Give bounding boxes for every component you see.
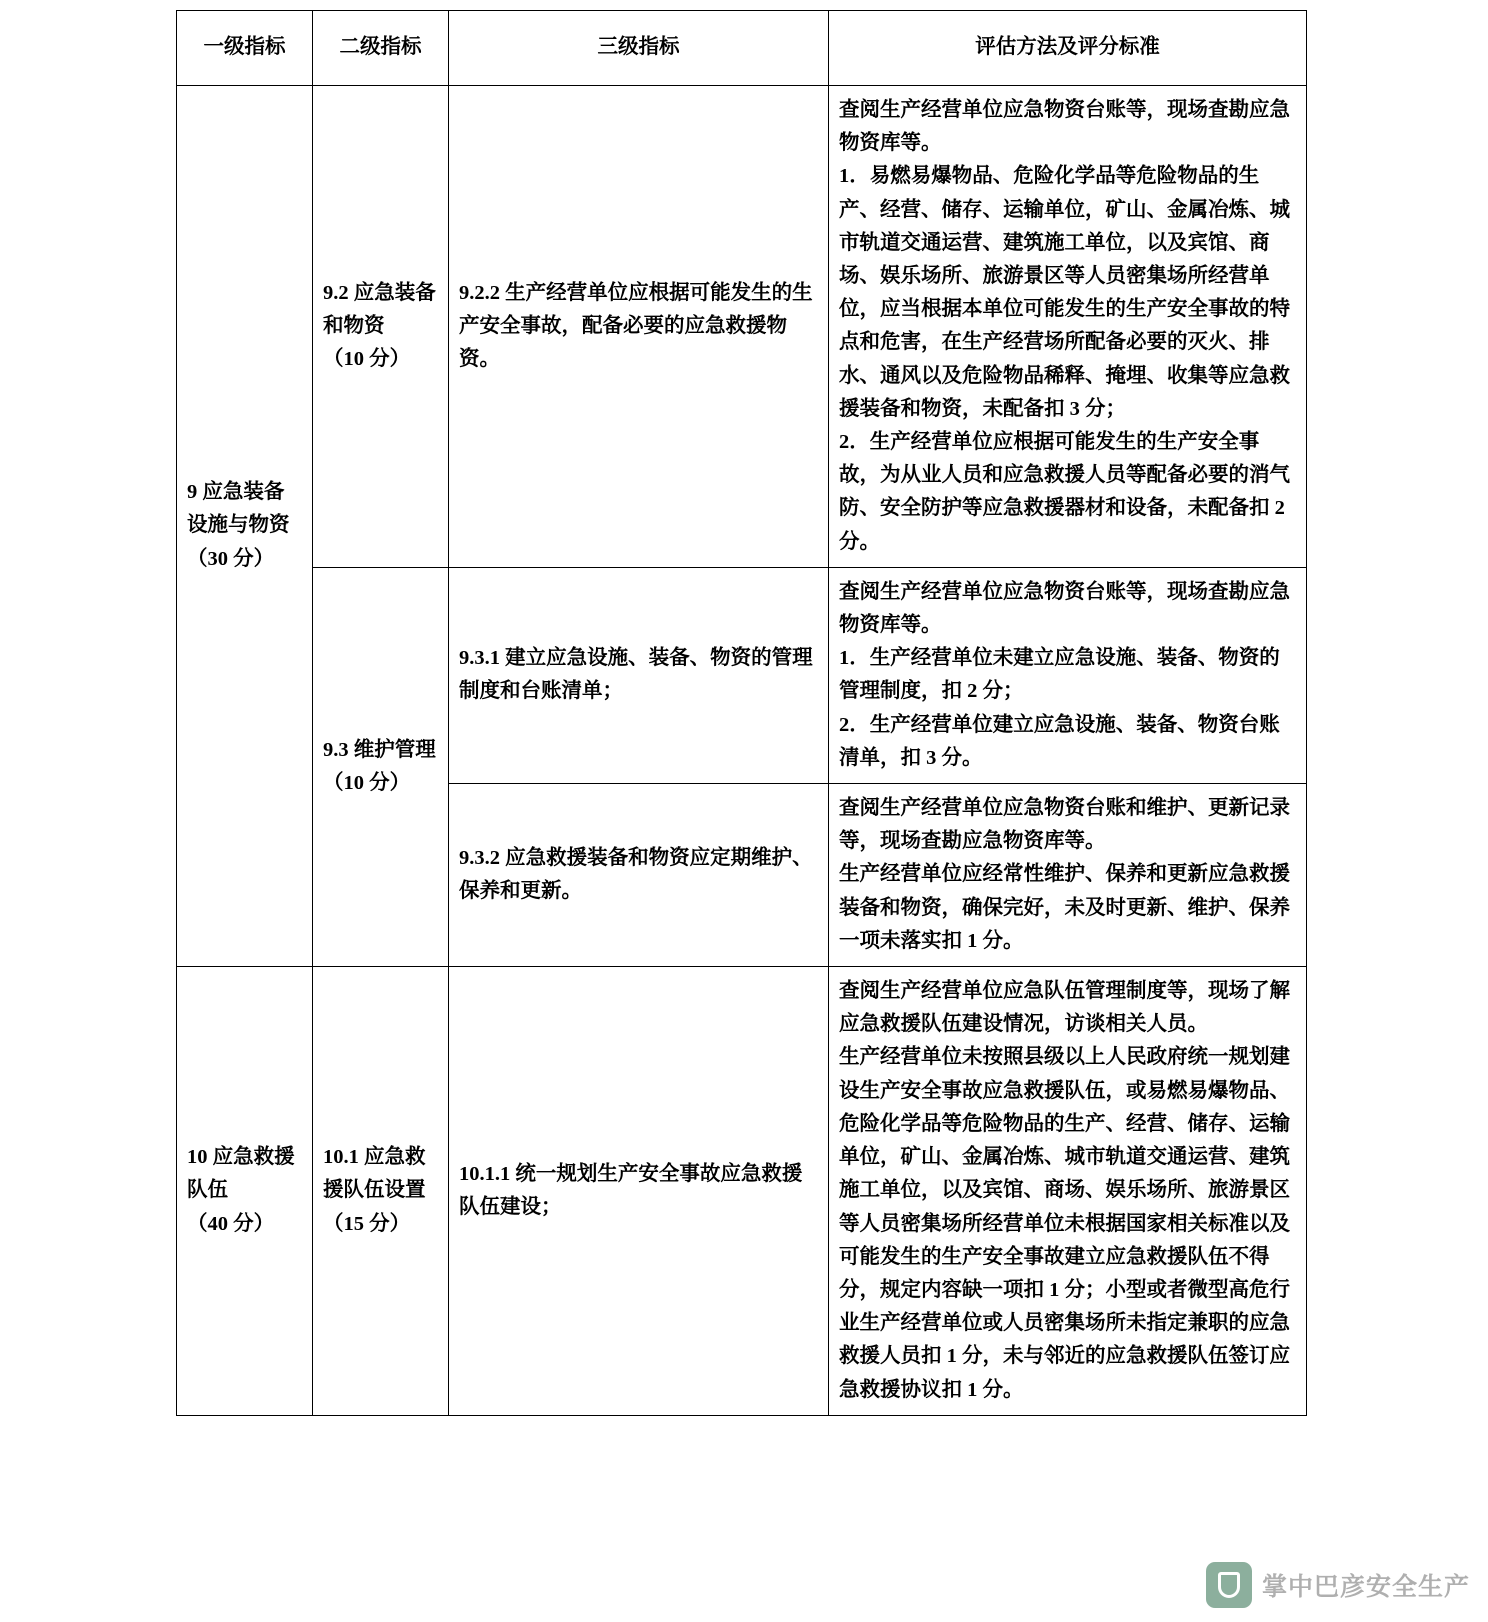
level2-indicator-9-2: 9.2 应急装备和物资 （10 分） <box>313 86 449 568</box>
assessment-table <box>176 10 1307 1416</box>
method-cell-9-3-2: 查阅生产经营单位应急物资台账和维护、更新记录等，现场查勘应急物资库等。 生产经营单位应经常性维护、保养和更新应急救援装备和物资，确保完好，未及时更新、维护、保养一项未落实扣 1 分。 <box>829 784 1307 967</box>
column-header-level3: 三级指标 <box>449 11 829 86</box>
column-header-level2: 二级指标 <box>313 11 449 86</box>
watermark-label: 掌中巴彦安全生产 <box>1261 1573 1470 1601</box>
method-cell-9-2-2: 查阅生产经营单位应急物资台账等，现场查勘应急物资库等。 1．易燃易爆物品、危险化学品等危险物品的生产、经营、储存、运输单位，矿山、金属冶炼、城市轨道交通运营、建筑施工单位，以及宾馆、商场、娱乐场所、旅游景区等人员密集场所经营单位，应当根据本单位可能发生的生产安全事故的特点和危害，在生产经营场所配备必要的灭火、排水、通风以及危险物品稀释、掩埋、收集等应急救援装备和物资，未配备扣 3 分； 2．生产经营单位应根据可能发生的生产安全事故，为从业人员和应急救援人员等配备必要的消气防、安全防护等应急救援器材和设备，未配备扣 2 分。 <box>829 86 1307 568</box>
level1-indicator-10: 10 应急救援队伍 （40 分） <box>177 967 313 1416</box>
table-row <box>177 86 1307 568</box>
level1-indicator-9: 9 应急装备设施与物资 （30 分） <box>177 86 313 967</box>
table-row <box>177 567 1307 783</box>
table-row <box>177 967 1307 1416</box>
watermark <box>1206 1562 1470 1608</box>
level3-indicator-9-3-1: 9.3.1 建立应急设施、装备、物资的管理制度和台账清单； <box>449 567 829 783</box>
level3-indicator-10-1-1: 10.1.1 统一规划生产安全事故应急救援队伍建设； <box>449 967 829 1416</box>
level3-indicator-9-3-2: 9.3.2 应急救援装备和物资应定期维护、保养和更新。 <box>449 784 829 967</box>
column-header-method: 评估方法及评分标准 <box>829 11 1307 86</box>
document-page <box>176 10 1306 1416</box>
table-header-row <box>177 11 1307 86</box>
level3-indicator-9-2-2: 9.2.2 生产经营单位应根据可能发生的生产安全事故，配备必要的应急救援物资。 <box>449 86 829 568</box>
column-header-level1: 一级指标 <box>177 11 313 86</box>
level2-indicator-9-3: 9.3 维护管理 （10 分） <box>313 567 449 966</box>
method-cell-10-1-1: 查阅生产经营单位应急队伍管理制度等，现场了解应急救援队伍建设情况，访谈相关人员。 生产经营单位未按照县级以上人民政府统一规划建设生产安全事故应急救援队伍，或易燃易爆物品、危险化学品等危险物品的生产、经营、储存、运输单位，矿山、金属冶炼、城市轨道交通运营、建筑施工单位，以及宾馆、商场、娱乐场所、旅游景区等人员密集场所经营单位未根据国家相关标准以及可能发生的生产安全事故建立应急救援队伍不得分，规定内容缺一项扣 1 分；小型或者微型高危行业生产经营单位或人员密集场所未指定兼职的应急救援人员扣 1 分，未与邻近的应急救援队伍签订应急救援协议扣 1 分。 <box>829 967 1307 1416</box>
method-cell-9-3-1: 查阅生产经营单位应急物资台账等，现场查勘应急物资库等。 1．生产经营单位未建立应急设施、装备、物资的管理制度，扣 2 分； 2．生产经营单位建立应急设施、装备、物资台账清单，扣 3 分。 <box>829 567 1307 783</box>
shield-logo-icon <box>1206 1562 1252 1608</box>
level2-indicator-10-1: 10.1 应急救援队伍设置 （15 分） <box>313 967 449 1416</box>
